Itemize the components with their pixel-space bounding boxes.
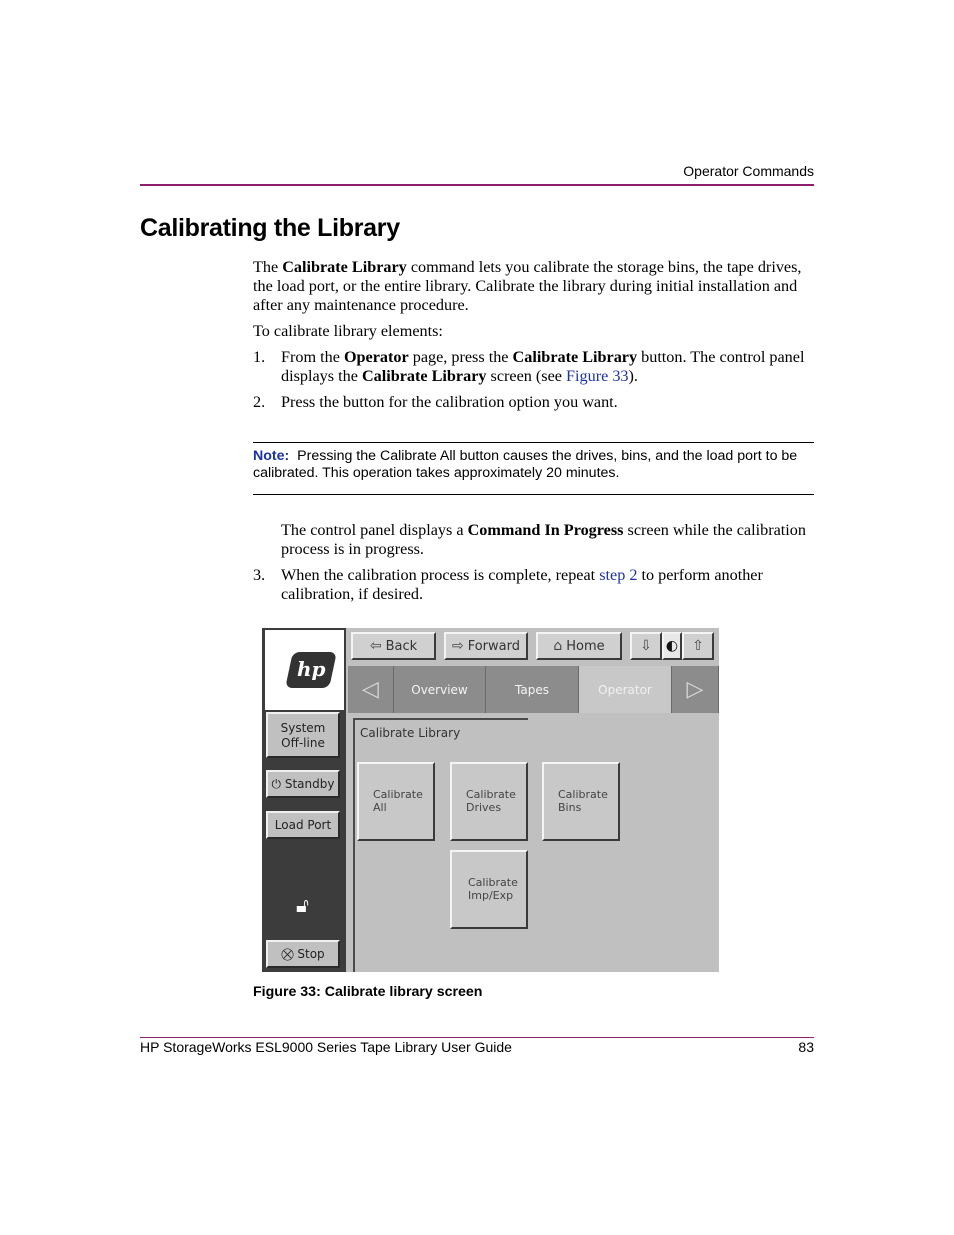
home-button[interactable]: ⌂ Home: [536, 632, 622, 660]
logo-box: [265, 630, 344, 710]
header-rule: [140, 184, 814, 186]
contrast-button[interactable]: [662, 632, 682, 660]
back-button[interactable]: ⇦ Back: [351, 632, 436, 660]
panel-title: Calibrate Library: [360, 726, 461, 740]
footer-rule: [140, 1037, 814, 1038]
scroll-down-button[interactable]: [630, 632, 662, 660]
calibrate-drives-button[interactable]: Calibrate Drives: [450, 762, 528, 841]
stop-icon: ⛒: [281, 947, 294, 961]
back-arrow-icon: ⇦: [369, 638, 382, 654]
home-icon: ⌂: [553, 638, 563, 654]
power-icon: ⏻: [271, 777, 282, 791]
down-arrow-icon: ⇩: [640, 638, 652, 654]
hp-logo: hp: [285, 652, 337, 688]
calibrate-all-button[interactable]: Calibrate All: [357, 762, 435, 841]
step-2-link[interactable]: step 2: [599, 566, 638, 584]
tab-bar: [348, 666, 719, 713]
section-title: Calibrating the Library: [140, 214, 400, 242]
stop-button[interactable]: ⛒ Stop: [266, 940, 340, 968]
intro-paragraph: The Calibrate Library command lets you calibrate the storage bins, the tape drives, the load port, or the entire library. Calibrate the library during initial installation and after any maintenance procedure.: [253, 258, 802, 314]
triangle-left-icon: ◁: [362, 677, 379, 702]
intro-lead: To calibrate library elements:: [253, 322, 443, 340]
panel-frame: [353, 718, 528, 972]
scroll-up-button[interactable]: [682, 632, 714, 660]
page-number: 83: [798, 1039, 814, 1055]
up-arrow-icon: ⇧: [692, 638, 704, 654]
tab-overview[interactable]: Overview: [394, 666, 486, 713]
forward-button[interactable]: ⇨ Forward: [444, 632, 528, 660]
triangle-right-icon: ▷: [686, 677, 704, 702]
note-rule-top: [253, 442, 814, 443]
calibrate-library-figure: [262, 628, 719, 972]
forward-arrow-icon: ⇨: [451, 638, 464, 654]
unlock-icon[interactable]: 🔓︎: [296, 895, 309, 917]
tab-operator[interactable]: Operator: [579, 666, 672, 713]
footer-title: HP StorageWorks ESL9000 Series Tape Library User Guide: [140, 1039, 512, 1055]
figure-33-link[interactable]: Figure 33: [566, 367, 629, 385]
tab-tapes[interactable]: Tapes: [486, 666, 579, 713]
left-sidebar: [262, 628, 346, 972]
load-port-button[interactable]: Load Port: [266, 811, 340, 839]
note-label: Note:: [253, 448, 290, 464]
system-offline-button[interactable]: System Off-line: [266, 712, 340, 758]
note: Note: Pressing the Calibrate All button causes the drives, bins, and the load port to be calibrated. This operation takes approximately 20 minutes.: [253, 448, 798, 481]
calibrate-bins-button[interactable]: Calibrate Bins: [542, 762, 620, 841]
contrast-icon: ◐: [665, 638, 679, 654]
calibrate-imp-exp-button[interactable]: Calibrate Imp/Exp: [450, 850, 528, 929]
tab-scroll-right[interactable]: [672, 666, 719, 713]
standby-button[interactable]: ⏻ Standby: [266, 770, 340, 798]
step-2-continuation: The control panel displays a Command In Progress screen while the calibration process is in progress.: [281, 521, 806, 558]
running-header: Operator Commands: [683, 163, 814, 179]
tab-scroll-left[interactable]: [348, 666, 394, 713]
figure-caption: Figure 33: Calibrate library screen: [253, 984, 483, 1000]
note-rule-bottom: [253, 494, 814, 495]
